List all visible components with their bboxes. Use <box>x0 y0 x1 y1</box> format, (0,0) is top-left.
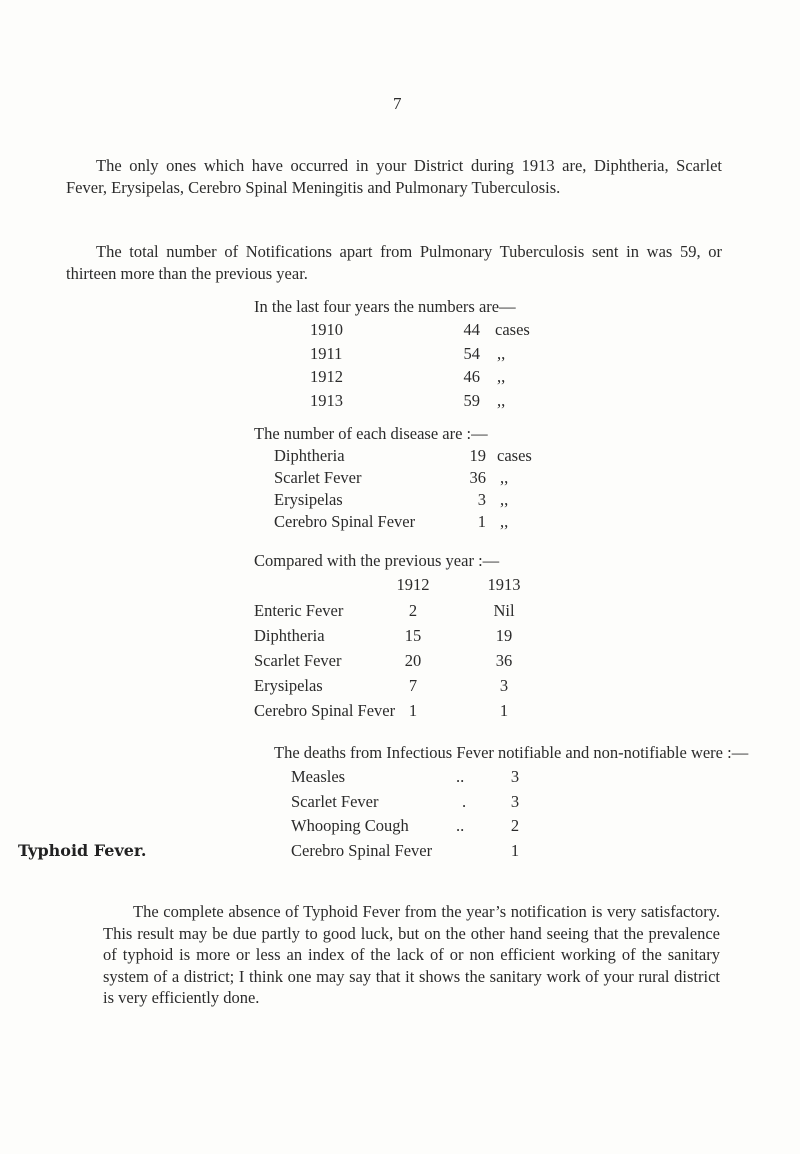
row-label: Cerebro Spinal Fever <box>254 701 396 720</box>
unit: ,, <box>497 344 506 363</box>
column-header-1912: 1912 <box>396 575 430 594</box>
value-1912: 7 <box>408 676 418 695</box>
death-count: 3 <box>510 767 520 786</box>
disease-name: Erysipelas <box>274 490 343 509</box>
disease-count: 36 <box>469 468 486 487</box>
row-label: Erysipelas <box>254 676 323 695</box>
disease-name: Cerebro Spinal Fever <box>274 512 416 531</box>
disease-unit: ,, <box>500 512 509 531</box>
count: 44 <box>463 320 480 339</box>
year: 1912 <box>310 367 343 386</box>
death-count: 2 <box>510 816 520 835</box>
cause-name: Scarlet Fever <box>291 792 379 811</box>
total-notifications-paragraph: The total number of Notifications apart from Pulmonary Tuberculosis sent in was 59, or thirteen more than the previous year. <box>66 242 722 283</box>
column-header-1913: 1913 <box>487 575 521 594</box>
death-count: 1 <box>510 841 520 860</box>
row-label: Scarlet Fever <box>254 651 342 670</box>
disease-unit: ,, <box>500 490 509 509</box>
deaths-heading: The deaths from Infectious Fever notifiable and non-notifiable were :— <box>274 743 749 762</box>
value-1913: 3 <box>499 676 509 695</box>
count: 46 <box>463 367 480 386</box>
unit: cases <box>495 320 530 339</box>
each-disease-heading: The number of each disease are :— <box>254 424 488 443</box>
count: 54 <box>463 344 480 363</box>
cause-name: Measles <box>291 767 346 786</box>
year: 1910 <box>310 320 343 339</box>
disease-unit: cases <box>497 446 532 465</box>
value-1912: 2 <box>408 601 418 620</box>
cause-name: Cerebro Spinal Fever <box>291 841 433 860</box>
disease-count: 19 <box>469 446 486 465</box>
value-1912: 20 <box>404 651 422 670</box>
disease-count: 3 <box>477 490 486 509</box>
value-1913: 36 <box>495 651 513 670</box>
typhoid-paragraph: The complete absence of Typhoid Fever from the year’s notification is very satisfactory. This result may be due partly to good luck, but on the other hand seeing that the prevalence of typhoid is more or less an index of the lack of or non efficient working of the sanitary system of a district; I think one may say that it shows the sanitary work of your rural district is very efficiently done. <box>103 902 720 1007</box>
disease-count: 1 <box>477 512 486 531</box>
row-label: Diphtheria <box>254 626 325 645</box>
value-1913: Nil <box>493 601 515 620</box>
year: 1913 <box>310 391 343 410</box>
four-years-heading: In the last four years the numbers are— <box>254 297 516 316</box>
leader-dots: .. <box>456 767 465 786</box>
leader-dots: .. <box>456 816 465 835</box>
comparison-heading: Compared with the previous year :— <box>254 551 500 570</box>
value-1913: 19 <box>495 626 513 645</box>
value-1912: 15 <box>404 626 422 645</box>
unit: ,, <box>497 391 506 410</box>
value-1912: 1 <box>408 701 418 720</box>
page-number: 7 <box>393 94 402 113</box>
unit: ,, <box>497 367 506 386</box>
year: 1911 <box>310 344 343 363</box>
leader-dots: . <box>462 792 467 811</box>
cause-name: Whooping Cough <box>291 816 409 835</box>
disease-name: Diphtheria <box>274 446 345 465</box>
intro-paragraph: The only ones which have occurred in your District during 1913 are, Diphtheria, Scarlet Fever, Erysipelas, Cerebro Spinal Meningitis and Pulmonary Tuberculosis. <box>66 156 722 197</box>
death-count: 3 <box>510 792 520 811</box>
disease-name: Scarlet Fever <box>274 468 362 487</box>
count: 59 <box>463 391 480 410</box>
row-label: Enteric Fever <box>254 601 344 620</box>
value-1913: 1 <box>499 701 509 720</box>
side-heading-typhoid-fever: Typhoid Fever. <box>18 841 147 860</box>
disease-unit: ,, <box>500 468 509 487</box>
